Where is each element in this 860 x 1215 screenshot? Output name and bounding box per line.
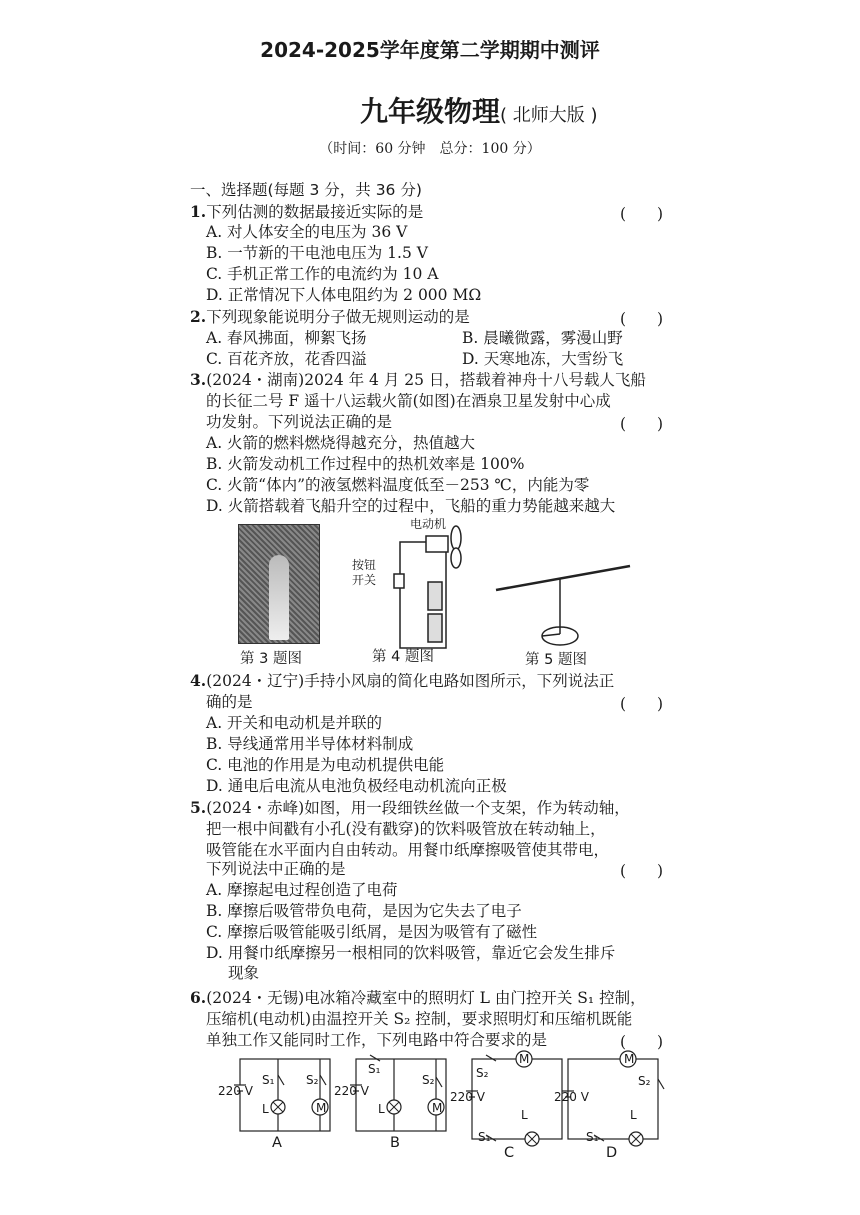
- question-text: 下列现象能说明分子做无规则运动的是: [206, 308, 470, 326]
- question-5-stem-line-4: 下列说法中正确的是: [206, 860, 346, 878]
- option-d: D. 通电后电流从电池负极经电动机流向正极: [206, 777, 507, 795]
- answer-paren: ( ): [620, 862, 664, 880]
- circuit-c-s2: S₂: [476, 1066, 489, 1080]
- subject-heading: [360, 90, 598, 130]
- question-3-stem-line-3: 功发射。下列说法正确的是: [206, 413, 393, 431]
- question-text: (2024・湖南)2024 年 4 月 25 日，搭载着神舟十八号载人飞船: [206, 371, 646, 389]
- circuit-a-s1: S₁: [262, 1073, 275, 1087]
- option-d-continued: 现象: [228, 964, 260, 982]
- circuit-a-label: A: [272, 1135, 282, 1151]
- option-d: D. 天寒地冻，大雪纷飞: [462, 350, 624, 368]
- circuit-d-s1: S₁: [586, 1130, 599, 1144]
- circuit-b-lamp-label: L: [378, 1102, 385, 1116]
- question-1-stem: [190, 202, 423, 222]
- circuit-a-motor-label: M: [316, 1101, 327, 1115]
- fig5-straw-diagram: [490, 560, 640, 650]
- circuit-d-s2: S₂: [638, 1074, 651, 1088]
- question-6-stem: [190, 988, 646, 1008]
- question-3-stem-line-2: 的长征二号 F 遥十八运载火箭(如图)在酒泉卫星发射中心成: [206, 392, 611, 410]
- fig4-switch-label-1: 按钮: [352, 558, 377, 572]
- rocket-shape: [269, 555, 289, 640]
- circuit-a-voltage: 220 V: [218, 1084, 253, 1098]
- circuit-b-s1: S₁: [368, 1062, 381, 1076]
- circuit-b-voltage: 220 V: [334, 1084, 369, 1098]
- exam-title: 2024-2025学年度第二学期期中测评: [260, 38, 600, 62]
- option-d: D. 正常情况下人体电阻约为 2 000 MΩ: [206, 286, 482, 304]
- answer-paren: ( ): [620, 205, 664, 223]
- question-text: 下列估测的数据最接近实际的是: [206, 203, 424, 221]
- question-number: 3.: [190, 370, 207, 389]
- answer-paren: ( ): [620, 310, 664, 328]
- option-a: A. 对人体安全的电压为 36 V: [206, 223, 408, 241]
- circuit-b-motor-label: M: [432, 1101, 443, 1115]
- circuit-b-s2: S₂: [422, 1073, 435, 1087]
- circuit-d-label: D: [606, 1145, 618, 1161]
- option-c: C. 摩擦后吸管能吸引纸屑，是因为吸管有了磁性: [206, 923, 538, 941]
- circuit-d-lamp-label: L: [630, 1108, 637, 1122]
- option-b: B. 火箭发动机工作过程中的热机效率是 100%: [206, 455, 525, 473]
- circuit-b-label: B: [390, 1135, 400, 1151]
- answer-paren: ( ): [620, 1033, 664, 1051]
- question-3-stem: [190, 370, 646, 390]
- question-6-stem-line-3: 单独工作又能同时工作，下列电路中符合要求的是: [206, 1031, 548, 1049]
- fig4-switch-label-2: 开关: [352, 573, 377, 587]
- question-text: (2024・无锡)电冰箱冷藏室中的照明灯 L 由门控开关 S₁ 控制，: [206, 989, 646, 1007]
- answer-paren: ( ): [620, 695, 664, 713]
- fig5-caption: 第 5 题图: [525, 652, 587, 668]
- answer-paren: ( ): [620, 415, 664, 433]
- question-4-stem-line-2: 确的是: [206, 693, 253, 711]
- question-6-stem-line-2: 压缩机(电动机)由温控开关 S₂ 控制，要求照明灯和压缩机既能: [206, 1010, 633, 1028]
- circuit-c-voltage: 220 V: [450, 1090, 485, 1104]
- option-c: C. 电池的作用是为电动机提供电能: [206, 756, 445, 774]
- section-heading: 一、选择题(每题 3 分，共 36 分): [190, 181, 422, 199]
- circuit-a-s2: S₂: [306, 1073, 319, 1087]
- option-d: D. 火箭搭载着飞船升空的过程中，飞船的重力势能越来越大: [206, 497, 616, 515]
- edition-label: ( 北师大版 ): [500, 105, 598, 126]
- question-number: 6.: [190, 988, 207, 1007]
- option-a: A. 摩擦起电过程创造了电荷: [206, 881, 398, 899]
- question-number: 4.: [190, 671, 207, 690]
- option-b: B. 晨曦微露，雾漫山野: [462, 329, 623, 347]
- question-5-stem-line-3: 吸管能在水平面内自由转动。用餐巾纸摩擦吸管使其带电，: [206, 841, 610, 859]
- circuit-a-lamp-label: L: [262, 1102, 269, 1116]
- option-b: B. 摩擦后吸管带负电荷，是因为它失去了电子: [206, 902, 522, 920]
- rocket-photo: [238, 524, 320, 644]
- option-b: B. 导线通常用半导体材料制成: [206, 735, 414, 753]
- question-4-stem: [190, 671, 614, 691]
- circuit-c-label: C: [504, 1145, 515, 1161]
- circuit-c-s1: S₁: [478, 1130, 491, 1144]
- circuit-d-motor-label: M: [624, 1052, 635, 1066]
- question-text: (2024・赤峰)如图，用一段细铁丝做一个支架，作为转动轴，: [206, 799, 630, 817]
- option-c: C. 手机正常工作的电流约为 10 A: [206, 265, 439, 283]
- option-d: D. 用餐巾纸摩擦另一根相同的饮料吸管，靠近它会发生排斥: [206, 944, 616, 962]
- option-a: A. 春风拂面，柳絮飞扬: [206, 329, 367, 347]
- circuit-d-voltage: 220 V: [554, 1090, 589, 1104]
- fig3-caption: 第 3 题图: [240, 651, 302, 667]
- fig4-caption: 第 4 题图: [372, 649, 434, 665]
- fig4-fan-circuit: [380, 528, 470, 648]
- question-number: 1.: [190, 202, 207, 221]
- time-info: （时间：60 分钟 总分：100 分）: [319, 141, 541, 157]
- question-5-stem-line-2: 把一根中间戳有小孔(没有戳穿)的饮料吸管放在转动轴上，: [206, 820, 606, 838]
- question-number: 2.: [190, 307, 207, 326]
- circuit-c-motor-label: M: [519, 1052, 530, 1066]
- question-text: (2024・辽宁)手持小风扇的简化电路如图所示，下列说法正: [206, 672, 615, 690]
- question-number: 5.: [190, 798, 207, 817]
- question-2-stem: [190, 307, 470, 327]
- option-c: C. 火箭“体内”的液氢燃料温度低至－253 ℃，内能为零: [206, 476, 590, 494]
- option-a: A. 火箭的燃料燃烧得越充分，热值越大: [206, 434, 476, 452]
- question-5-stem: [190, 798, 630, 818]
- option-c: C. 百花齐放，花香四溢: [206, 350, 367, 368]
- fig4-motor-label: 电动机: [410, 517, 447, 531]
- circuit-c-lamp-label: L: [521, 1108, 528, 1122]
- option-b: B. 一节新的干电池电压为 1.5 V: [206, 244, 428, 262]
- option-a: A. 开关和电动机是并联的: [206, 714, 383, 732]
- subject-name: 九年级物理: [360, 95, 501, 128]
